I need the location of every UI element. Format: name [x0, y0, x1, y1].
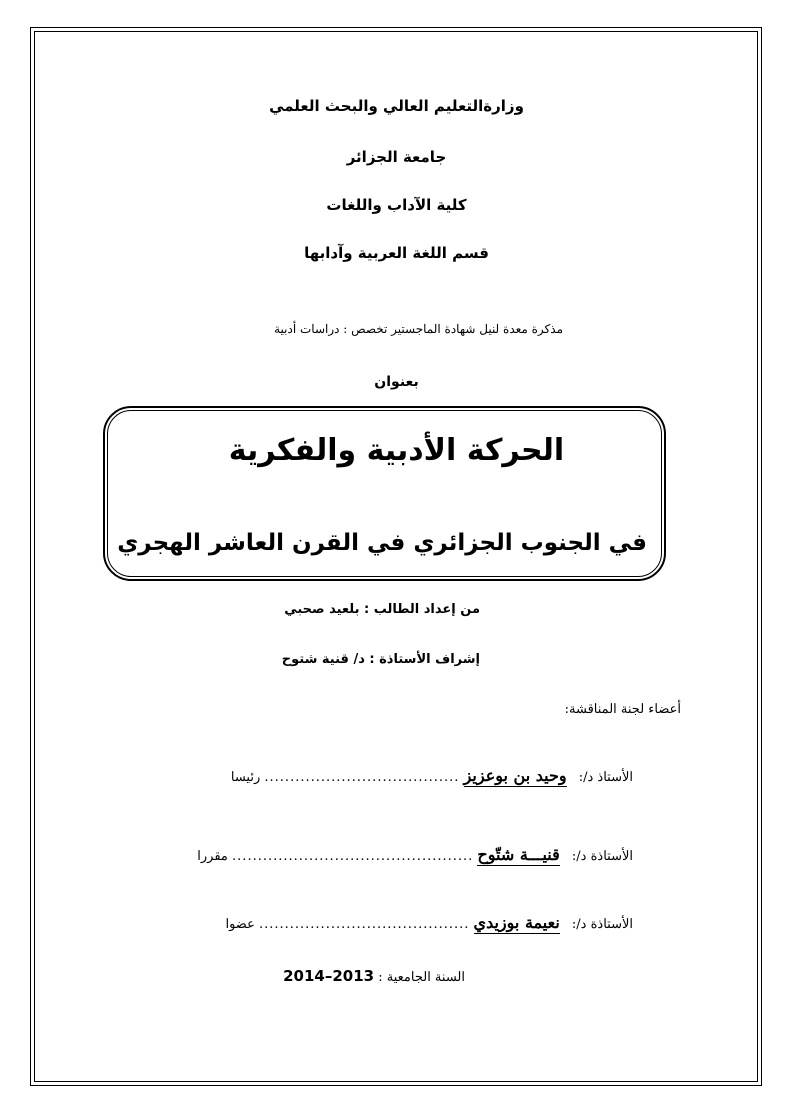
member-role: عضوا	[225, 917, 255, 932]
academic-year-label: السنة الجامعية :	[378, 970, 465, 985]
student-line: من إعداد الطالب : بلعيد صحبي	[284, 602, 480, 617]
member-role: مقررا	[197, 849, 228, 864]
member-title: الأستاذ د/:	[578, 770, 633, 785]
titled-label: بعنوان	[374, 374, 419, 390]
member-title: الأستاذة د/:	[571, 849, 633, 864]
committee-label: أعضاء لجنة المناقشة:	[564, 702, 681, 717]
member-title: الأستاذة د/:	[571, 917, 633, 932]
ministry-heading: وزارةالتعليم العالي والبحث العلمي	[269, 97, 524, 115]
department-heading: قسم اللغة العربية وآدابها	[304, 244, 489, 262]
thesis-subtitle: في الجنوب الجزائري في القرن العاشر الهجري	[117, 530, 647, 556]
member-dots: ...............................................	[232, 849, 474, 864]
academic-year	[283, 967, 465, 985]
committee-member-rapporteur	[197, 845, 633, 866]
member-dots: ......................................	[264, 770, 460, 785]
faculty-heading: كلية الآداب واللغات	[326, 196, 467, 214]
member-name: قنيـــة شتّوح	[477, 845, 560, 864]
member-role: رئيسا	[230, 770, 261, 785]
committee-member-chair	[231, 766, 633, 787]
academic-year-value: 2013–2014	[283, 967, 375, 985]
committee-member-examiner	[225, 913, 633, 934]
supervisor-line: إشراف الأستاذة : د/ قنية شتوح	[281, 652, 480, 667]
thesis-title: الحركة الأدبية والفكرية	[228, 433, 565, 468]
member-dots: .........................................	[258, 917, 470, 932]
member-name: نعيمة بوزيدي	[473, 913, 560, 932]
university-heading: جامعة الجزائر	[346, 148, 447, 166]
memo-line: مذكرة معدة لنيل شهادة الماجستير تخصص : دراسات أدبية	[274, 322, 563, 336]
member-name: وحيد بن بوعزيز	[463, 766, 567, 785]
